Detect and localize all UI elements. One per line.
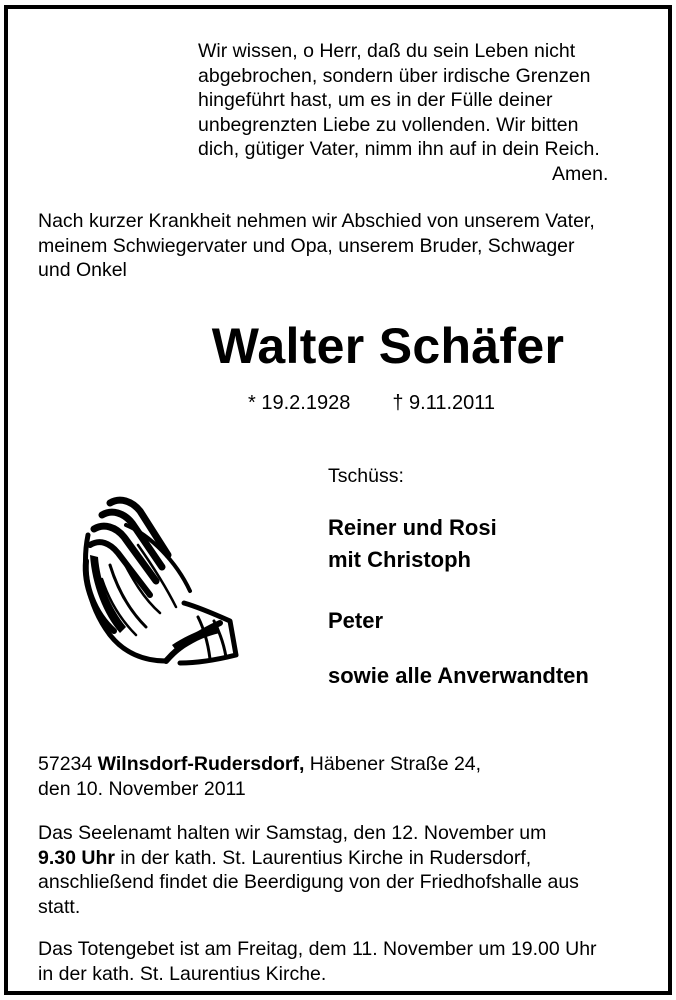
address-block — [38, 752, 658, 801]
verse-line: abgebrochen, sondern über irdische Grenzen — [198, 64, 591, 87]
town-name: Wilnsdorf-Rudersdorf, — [97, 753, 305, 775]
service-location: in der kath. St. Laurentius Kirche in Rudersdorf, — [114, 846, 532, 869]
intro-text — [38, 209, 663, 283]
notice-border — [4, 5, 672, 995]
verse-block — [198, 39, 658, 186]
birth-date: * 19.2.1928 — [248, 392, 351, 414]
life-dates — [248, 392, 495, 415]
verse-line: dich, gütiger Vater, nimm ihn auf in dein Reich. — [198, 138, 600, 160]
service-line: statt. — [38, 895, 81, 918]
praying-hands-icon — [80, 495, 240, 667]
deceased-name: Walter Schäfer — [211, 318, 565, 374]
service-line: Das Seelenamt halten wir Samstag, den 12. November um — [38, 822, 547, 844]
farewell-word: Tschüss: — [328, 465, 404, 487]
service-line: anschließend findet die Beerdigung von der Friedhofshalle aus — [38, 871, 579, 893]
mourner-name: sowie alle Anverwandten — [328, 663, 589, 688]
service-line — [38, 846, 663, 871]
verse-line: unbegrenzten Liebe zu vollenden. Wir bitten — [198, 113, 579, 136]
postal-code: 57234 — [38, 753, 98, 775]
service-time: 9.30 Uhr — [38, 846, 115, 869]
prayer-line: in der kath. St. Laurentius Kirche. — [38, 962, 327, 985]
verse-amen: Amen. — [552, 162, 609, 185]
mourner-group — [328, 512, 497, 576]
mourner-name: mit Christoph — [328, 547, 471, 572]
intro-line: Nach kurzer Krankheit nehmen wir Abschied von unserem Vater, — [38, 210, 595, 232]
notice-date: den 10. November 2011 — [38, 777, 246, 800]
death-date: † 9.11.2011 — [392, 392, 496, 414]
address-line — [38, 752, 658, 777]
mourner-name: Peter — [328, 608, 384, 633]
service-paragraph — [38, 821, 663, 919]
intro-line: und Onkel — [38, 259, 127, 281]
mourner-name: Reiner und Rosi — [328, 515, 497, 540]
prayer-paragraph — [38, 937, 663, 986]
street: Häbener Straße 24, — [304, 753, 482, 775]
prayer-line: Das Totengebet ist am Freitag, dem 11. November um 19.00 Uhr — [38, 938, 597, 960]
verse-line: hingeführt hast, um es in der Fülle deiner — [198, 89, 553, 111]
verse-line: Wir wissen, o Herr, daß du sein Leben nicht — [198, 40, 576, 62]
intro-line: meinem Schwiegervater und Opa, unserem Bruder, Schwager — [38, 234, 575, 257]
